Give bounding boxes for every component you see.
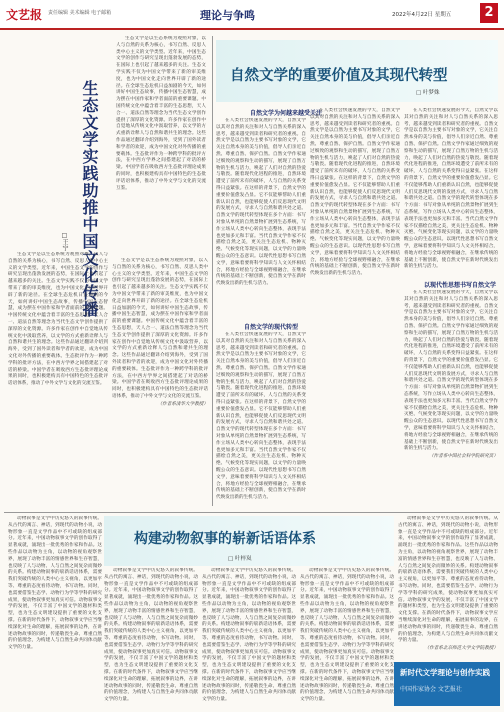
article2-paragraph-cont4: 在人类社会快速发展的今天，自然文学以其对自然的关注和对人与自然关系的深入思考，越来越受到读者和研究者的重视。自然文学是以自然为主要书写对象的文学，它关注自然本身的美与价值，倡导人们亲近自然、尊重自然、保护自然。自然文学作家通过细致的观察和生动的描写，展现了自然万物的生机与活力，唤起了人们对自然的热爱与敬畏。随着现代化进程的推进，自然环境遭受了前所未有的破坏，人与自然的关系变得日益紧张。在这样的背景下，自然文学的重要价值愈发凸显。它不仅能够帮助人们重新认识自然，也能够促使人们反思现代文明的发展方式，寻求人与自然和谐共处之道。自然文学的现代转型体现在多个方面：书写对象从单纯的自然景物扩展到生态系统，写作立场从人类中心转向生态整体，表现手法也更加多元和丰富。当代自然文学作家不仅描绘自然之美，更关注生态危机、物种灭绝、气候变化等现实问题，以文学的力量唤醒公众的生态意识。以现代性思想书写自然文学，意味着要将科学知识与人文关怀相结合，将地方经验与全球视野相融合，在继承传统的基础上不断创新，使自然文学在新时代焕发出新的生机与活力。 [404,290,498,452]
promo-subtitle: 中国作家协会 文艺报社 [400,686,462,693]
article1-author: □王宁 [61,232,68,251]
editor-info: 责任编辑 美术编辑 电子邮箱 [48,10,112,16]
promo-title: 新时代文学理论与创作实践 [400,668,490,677]
article2-paragraph: 在人类社会快速发展的今天，自然文学以其对自然的关注和对人与自然关系的深入思考，越来越受到读者和研究者的重视。自然文学是以自然为主要书写对象的文学，它关注自然本身的美与价值，倡导人们亲近自然、尊重自然、保护自然。自然文学作家通过细致的观察和生动的描写，展现了自然万物的生机与活力，唤起了人们对自然的热爱与敬畏。随着现代化进程的推进，自然环境遭受了前所未有的破坏，人与自然的关系变得日益紧张。在这样的背景下，自然文学的重要价值愈发凸显。它不仅能够帮助人们重新认识自然，也能够促使人们反思现代文明的发展方式，寻求人与自然和谐共处之道。自然文学的现代转型体现在多个方面：书写对象从单纯的自然景物扩展到生态系统，写作立场从人类中心转向生态整体，表现手法也更加多元和丰富。当代自然文学作家不仅描绘自然之美，更关注生态危机、物种灭绝、气候变化等现实问题，以文学的力量唤醒公众的生态意识。以现代性思想书写自然文学，意味着要将科学知识与人文关怀相结合，将地方经验与全球视野相融合，在继承传统的基础上不断创新，使自然文学在新时代焕发出新的生机与活力。 [216,118,306,287]
article2-subhead-2: 自然文学的现代转型 [244,324,299,331]
article2-subhead-1: 自然文学为何越来越受关注 [250,110,323,117]
article2-col-1 [216,118,306,318]
issue-date: 2022年4月22日 星期五 [392,12,452,18]
article3-paragraph-cont2: 动物叙事是文学中历史悠久的叙事传统。从古代的寓言、神话，到现代的动物小说，动物形象一直是文学作品中不可或缺的组成部分。近年来，中国动物叙事文学的创作取得了显著成就，涌现出一批优秀的作家和作品。这些作品以动物为主角，以动物的视角观察世界，展现了动物丰富的情感世界和生存智慧，也反映了人与动物、人与自然之间复杂而微妙的关系。构建动物叙事的崭新话语体系，需要我们突破传统的人类中心主义视角，以更加平等、尊重的态度看待动物，书写动物。同时，也需要借鉴生态学、动物行为学等学科的研究成果，使动物叙事更加真实可信。动物叙事文学的发展，不仅丰富了中国文学的题材和类型，也为生态文明建设提供了重要的文化支撑。在新的时代条件下，动物叙事文学应当继续深化对生命的理解，拓展叙事的边界，在讲述动物故事的同时，传递敬畏生命、尊重自然的价值理念，为构建人与自然生命共同体贡献文学的力量。 [202,568,296,703]
article3-title: 构建动物叙事的崭新话语体系 [134,531,316,547]
page-number: 2 [480,3,498,23]
article2-paragraph-cont3: 在人类社会快速发展的今天，自然文学以其对自然的关注和对人与自然关系的深入思考，越来越受到读者和研究者的重视。自然文学是以自然为主要书写对象的文学，它关注自然本身的美与价值，倡导人们亲近自然、尊重自然、保护自然。自然文学作家通过细致的观察和生动的描写，展现了自然万物的生机与活力，唤起了人们对自然的热爱与敬畏。随着现代化进程的推进，自然环境遭受了前所未有的破坏，人与自然的关系变得日益紧张。在这样的背景下，自然文学的重要价值愈发凸显。它不仅能够帮助人们重新认识自然，也能够促使人们反思现代文明的发展方式，寻求人与自然和谐共处之道。自然文学的现代转型体现在多个方面：书写对象从单纯的自然景物扩展到生态系统，写作立场从人类中心转向生态整体，表现手法也更加多元和丰富。当代自然文学作家不仅描绘自然之美，更关注生态危机、物种灭绝、气候变化等现实问题，以文学的力量唤醒公众的生态意识。以现代性思想书写自然文学，意味着要将科学知识与人文关怀相结合，将地方经验与全球视野相融合，在继承传统的基础上不断创新，使自然文学在新时代焕发出新的生机与活力。 [404,108,498,270]
article3-paragraph: 动物叙事是文学中历史悠久的叙事传统。从古代的寓言、神话，到现代的动物小说，动物形象一直是文学作品中不可或缺的组成部分。近年来，中国动物叙事文学的创作取得了显著成就，涌现出一批优秀的作家和作品。这些作品以动物为主角，以动物的视角观察世界，展现了动物丰富的情感世界和生存智慧，也反映了人与动物、人与自然之间复杂而微妙的关系。构建动物叙事的崭新话语体系，需要我们突破传统的人类中心主义视角，以更加平等、尊重的态度看待动物，书写动物。同时，也需要借鉴生态学、动物行为学等学科的研究成果，使动物叙事更加真实可信。动物叙事文学的发展，不仅丰富了中国文学的题材和类型，也为生态文明建设提供了重要的文化支撑。在新的时代条件下，动物叙事文学应当继续深化对生命的理解，拓展叙事的边界，在讲述动物故事的同时，传递敬畏生命、尊重自然的价值理念，为构建人与自然生命共同体贡献文学的力量。 [8,516,102,651]
article1-title: 生态文学实践助推中国文化传播 [80,80,99,318]
article3-col-2 [104,568,198,708]
article2-footnote: （作者系中国社会科学院研究员） [429,454,498,460]
article1-col-right [116,36,206,258]
article1-footnote: （作者系清华大学教授） [157,401,208,407]
article2-paragraph-cont: 在人类社会快速发展的今天，自然文学以其对自然的关注和对人与自然关系的深入思考，越来越受到读者和研究者的重视。自然文学是以自然为主要书写对象的文学，它关注自然本身的美与价值，倡导人们亲近自然、尊重自然、保护自然。自然文学作家通过细致的观察和生动的描写，展现了自然万物的生机与活力，唤起了人们对自然的热爱与敬畏。随着现代化进程的推进，自然环境遭受了前所未有的破坏，人与自然的关系变得日益紧张。在这样的背景下，自然文学的重要价值愈发凸显。它不仅能够帮助人们重新认识自然，也能够促使人们反思现代文明的发展方式，寻求人与自然和谐共处之道。自然文学的现代转型体现在多个方面：书写对象从单纯的自然景物扩展到生态系统，写作立场从人类中心转向生态整体，表现手法也更加多元和丰富。当代自然文学作家不仅描绘自然之美，更关注生态危机、物种灭绝、气候变化等现实问题，以文学的力量唤醒公众的生态意识。以现代性思想书写自然文学，意味着要将科学知识与人文关怀相结合，将地方经验与全球视野相融合，在继承传统的基础上不断创新，使自然文学在新时代焕发出新的生机与活力。 [216,332,306,501]
section-title: 理论与争鸣 [200,9,255,22]
article3-footnote: （作者系北京师范大学文学院教授） [424,646,498,652]
article2-col-5 [404,290,498,508]
article1-paragraph-cont: 生态文学是以生态系统为观照对象，以人与自然的关系为核心，书写自然、反思人类中心主义的文学类型。近年来，中国生态文学的创作与研究呈现出蓬勃发展的态势，在国际上也引起了越来越多的关注。生态文学实践不仅为中国文学带来了新的审美维度，也为中国文化走向世界开辟了新的途径。在全球生态危机日益加剧的今天，如何讲好中国生态故事，传播中国生态智慧，成为摆在中国作家和学者面前的重要课题。中国传统文化中蕴含着丰富的生态思想，天人合一、道法自然等理念为当代生态文学创作提供了深厚的文化资源。许多作家在创作中自觉地从传统文化中汲取营养，以文学的方式重新诠释人与自然和谐共生的理念。这些作品通过翻译介绍到海外，受到了国外读者和学者的欢迎，成为中国文化对外传播的重要载体。生态批评作为一种跨学科的批评方法，在中西方学界之间搭建起了对话的桥梁。中国学者在吸收西方生态批评理论成果的同时，也积极建构具有中国特色的生态批评话语体系，推动了中外文学与文化的交流互鉴。 [8,252,108,387]
article2-title: 自然文学的重要价值及其现代转型 [230,67,448,84]
column-rule [212,36,213,506]
article3-col-3 [202,568,296,708]
masthead [0,0,504,30]
article2-subhead-3: 以现代性思想书写自然文学 [424,282,497,289]
article2-author: □ 叶梦姝 [416,90,440,96]
article3-paragraph-cont3: 动物叙事是文学中历史悠久的叙事传统。从古代的寓言、神话，到现代的动物小说，动物形象一直是文学作品中不可或缺的组成部分。近年来，中国动物叙事文学的创作取得了显著成就，涌现出一批优秀的作家和作品。这些作品以动物为主角，以动物的视角观察世界，展现了动物丰富的情感世界和生存智慧，也反映了人与动物、人与自然之间复杂而微妙的关系。构建动物叙事的崭新话语体系，需要我们突破传统的人类中心主义视角，以更加平等、尊重的态度看待动物，书写动物。同时，也需要借鉴生态学、动物行为学等学科的研究成果，使动物叙事更加真实可信。动物叙事文学的发展，不仅丰富了中国文学的题材和类型，也为生态文明建设提供了重要的文化支撑。在新的时代条件下，动物叙事文学应当继续深化对生命的理解，拓展叙事的边界，在讲述动物故事的同时，传递敬畏生命、尊重自然的价值理念，为构建人与自然生命共同体贡献文学的力量。 [300,568,394,703]
article1-col-mid [112,258,208,508]
article3-col-4 [300,568,394,708]
article3-author: □ 叶梓岚 [228,556,252,562]
article2-paragraph-cont2: 在人类社会快速发展的今天，自然文学以其对自然的关注和对人与自然关系的深入思考，越来越受到读者和研究者的重视。自然文学是以自然为主要书写对象的文学，它关注自然本身的美与价值，倡导人们亲近自然、尊重自然、保护自然。自然文学作家通过细致的观察和生动的描写，展现了自然万物的生机与活力，唤起了人们对自然的热爱与敬畏。随着现代化进程的推进，自然环境遭受了前所未有的破坏，人与自然的关系变得日益紧张。在这样的背景下，自然文学的重要价值愈发凸显。它不仅能够帮助人们重新认识自然，也能够促使人们反思现代文明的发展方式，寻求人与自然和谐共处之道。自然文学的现代转型体现在多个方面：书写对象从单纯的自然景物扩展到生态系统，写作立场从人类中心转向生态整体，表现手法也更加多元和丰富。当代自然文学作家不仅描绘自然之美，更关注生态危机、物种灭绝、气候变化等现实问题，以文学的力量唤醒公众的生态意识。以现代性思想书写自然文学，意味着要将科学知识与人文关怀相结合，将地方经验与全球视野相融合，在继承传统的基础上不断创新，使自然文学在新时代焕发出新的生机与活力。 [310,108,400,277]
article2-banner [216,40,498,102]
article2-col-4 [404,108,498,276]
article2-col-3 [310,108,400,508]
article1-paragraph-cont2: 生态文学是以生态系统为观照对象，以人与自然的关系为核心，书写自然、反思人类中心主义的文学类型。近年来，中国生态文学的创作与研究呈现出蓬勃发展的态势，在国际上也引起了越来越多的关注。生态文学实践不仅为中国文学带来了新的审美维度，也为中国文化走向世界开辟了新的途径。在全球生态危机日益加剧的今天，如何讲好中国生态故事，传播中国生态智慧，成为摆在中国作家和学者面前的重要课题。中国传统文化中蕴含着丰富的生态思想，天人合一、道法自然等理念为当代生态文学创作提供了深厚的文化资源。许多作家在创作中自觉地从传统文化中汲取营养，以文学的方式重新诠释人与自然和谐共生的理念。这些作品通过翻译介绍到海外，受到了国外读者和学者的欢迎，成为中国文化对外传播的重要载体。生态批评作为一种跨学科的批评方法，在中西方学界之间搭建起了对话的桥梁。中国学者在吸收西方生态批评理论成果的同时，也积极建构具有中国特色的生态批评话语体系，推动了中外文学与文化的交流互鉴。 [112,258,208,399]
article3-banner [104,516,394,566]
section-divider [4,512,500,513]
article3-col-5 [398,516,498,658]
article3-paragraph-cont: 动物叙事是文学中历史悠久的叙事传统。从古代的寓言、神话，到现代的动物小说，动物形象一直是文学作品中不可或缺的组成部分。近年来，中国动物叙事文学的创作取得了显著成就，涌现出一批优秀的作家和作品。这些作品以动物为主角，以动物的视角观察世界，展现了动物丰富的情感世界和生存智慧，也反映了人与动物、人与自然之间复杂而微妙的关系。构建动物叙事的崭新话语体系，需要我们突破传统的人类中心主义视角，以更加平等、尊重的态度看待动物，书写动物。同时，也需要借鉴生态学、动物行为学等学科的研究成果，使动物叙事更加真实可信。动物叙事文学的发展，不仅丰富了中国文学的题材和类型，也为生态文明建设提供了重要的文化支撑。在新的时代条件下，动物叙事文学应当继续深化对生命的理解，拓展叙事的边界，在讲述动物故事的同时，传递敬畏生命、尊重自然的价值理念，为构建人与自然生命共同体贡献文学的力量。 [104,568,198,703]
article3-col-1 [8,516,102,708]
article1-paragraph: 生态文学是以生态系统为观照对象，以人与自然的关系为核心，书写自然、反思人类中心主义的文学类型。近年来，中国生态文学的创作与研究呈现出蓬勃发展的态势，在国际上也引起了越来越多的关注。生态文学实践不仅为中国文学带来了新的审美维度，也为中国文化走向世界开辟了新的途径。在全球生态危机日益加剧的今天，如何讲好中国生态故事，传播中国生态智慧，成为摆在中国作家和学者面前的重要课题。中国传统文化中蕴含着丰富的生态思想，天人合一、道法自然等理念为当代生态文学创作提供了深厚的文化资源。许多作家在创作中自觉地从传统文化中汲取营养，以文学的方式重新诠释人与自然和谐共生的理念。这些作品通过翻译介绍到海外，受到了国外读者和学者的欢迎，成为中国文化对外传播的重要载体。生态批评作为一种跨学科的批评方法，在中西方学界之间搭建起了对话的桥梁。中国学者在吸收西方生态批评理论成果的同时，也积极建构具有中国特色的生态批评话语体系，推动了中外文学与文化的交流互鉴。 [116,36,206,191]
article2-col-2 [216,332,306,508]
promo-box [394,662,500,706]
article1-col-left [8,252,108,510]
paper-logo: 文艺报 [6,8,43,22]
article3-paragraph-cont4: 动物叙事是文学中历史悠久的叙事传统。从古代的寓言、神话，到现代的动物小说，动物形象一直是文学作品中不可或缺的组成部分。近年来，中国动物叙事文学的创作取得了显著成就，涌现出一批优秀的作家和作品。这些作品以动物为主角，以动物的视角观察世界，展现了动物丰富的情感世界和生存智慧，也反映了人与动物、人与自然之间复杂而微妙的关系。构建动物叙事的崭新话语体系，需要我们突破传统的人类中心主义视角，以更加平等、尊重的态度看待动物，书写动物。同时，也需要借鉴生态学、动物行为学等学科的研究成果，使动物叙事更加真实可信。动物叙事文学的发展，不仅丰富了中国文学的题材和类型，也为生态文明建设提供了重要的文化支撑。在新的时代条件下，动物叙事文学应当继续深化对生命的理解，拓展叙事的边界，在讲述动物故事的同时，传递敬畏生命、尊重自然的价值理念，为构建人与自然生命共同体贡献文学的力量。 [398,516,498,644]
